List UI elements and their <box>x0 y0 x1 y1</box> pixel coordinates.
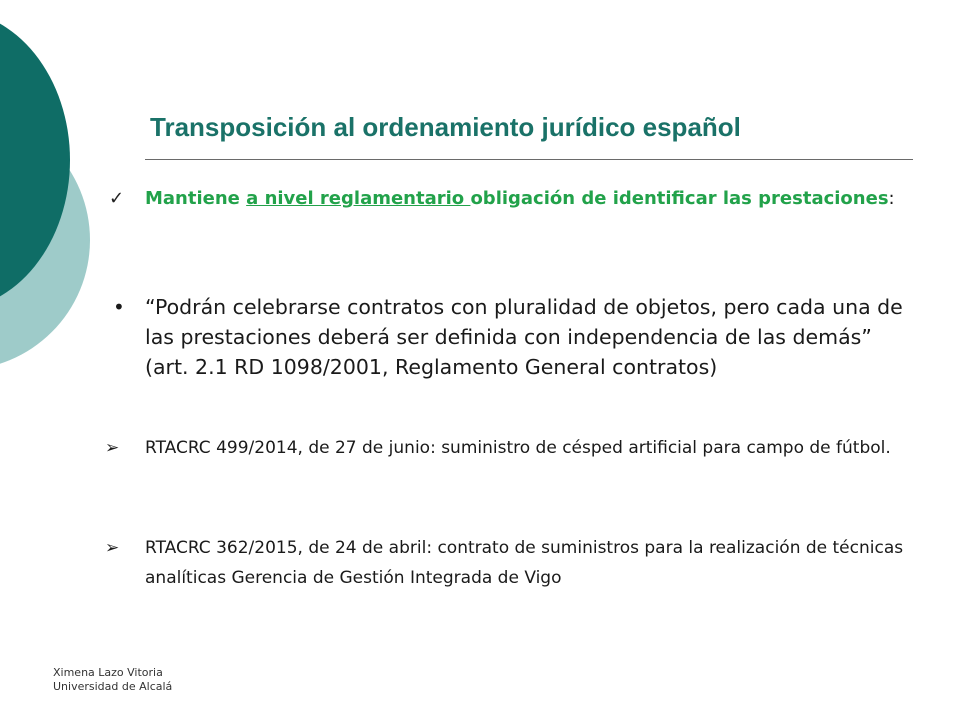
item-text-underlined: a nivel reglamentario <box>246 188 471 209</box>
slide-title: Transposición al ordenamiento jurídico español <box>150 112 741 142</box>
bullet-item-obligation <box>109 184 905 214</box>
rtacrc-499-text: RTACRC 499/2014, de 27 de junio: suministro de césped artificial para campo de fútbol. <box>145 438 891 458</box>
bullet-item-quote <box>113 292 905 382</box>
footer-institution: Universidad de Alcalá <box>53 680 173 693</box>
bullet-item-rtacrc-362 <box>105 533 905 593</box>
rtacrc-362-text: RTACRC 362/2015, de 24 de abril: contrato de suministros para la realización de técnicas analíticas Gerencia de Gestión Integrada de Vigo <box>145 538 904 588</box>
footer <box>53 666 172 694</box>
title-divider <box>145 159 913 160</box>
item-text-end: : <box>888 188 895 209</box>
checkmark-icon: ✓ <box>109 188 125 209</box>
item-text-after: obligación de identificar las prestaciones <box>470 188 889 209</box>
footer-author: Ximena Lazo Vitoria <box>53 666 163 679</box>
item-text-before: Mantiene <box>145 188 247 209</box>
arrow-bullet-icon: ➢ <box>105 438 120 458</box>
bullet-icon: • <box>113 295 125 319</box>
quote-text: “Podrán celebrarse contratos con pluralidad de objetos, pero cada una de las prestaciones deberá ser definida con independencia de las demás” (art. 2.1 RD 1098/2001, Reglamento General contratos) <box>145 295 903 379</box>
bullet-item-rtacrc-499 <box>105 433 905 463</box>
arrow-bullet-icon: ➢ <box>105 538 120 558</box>
